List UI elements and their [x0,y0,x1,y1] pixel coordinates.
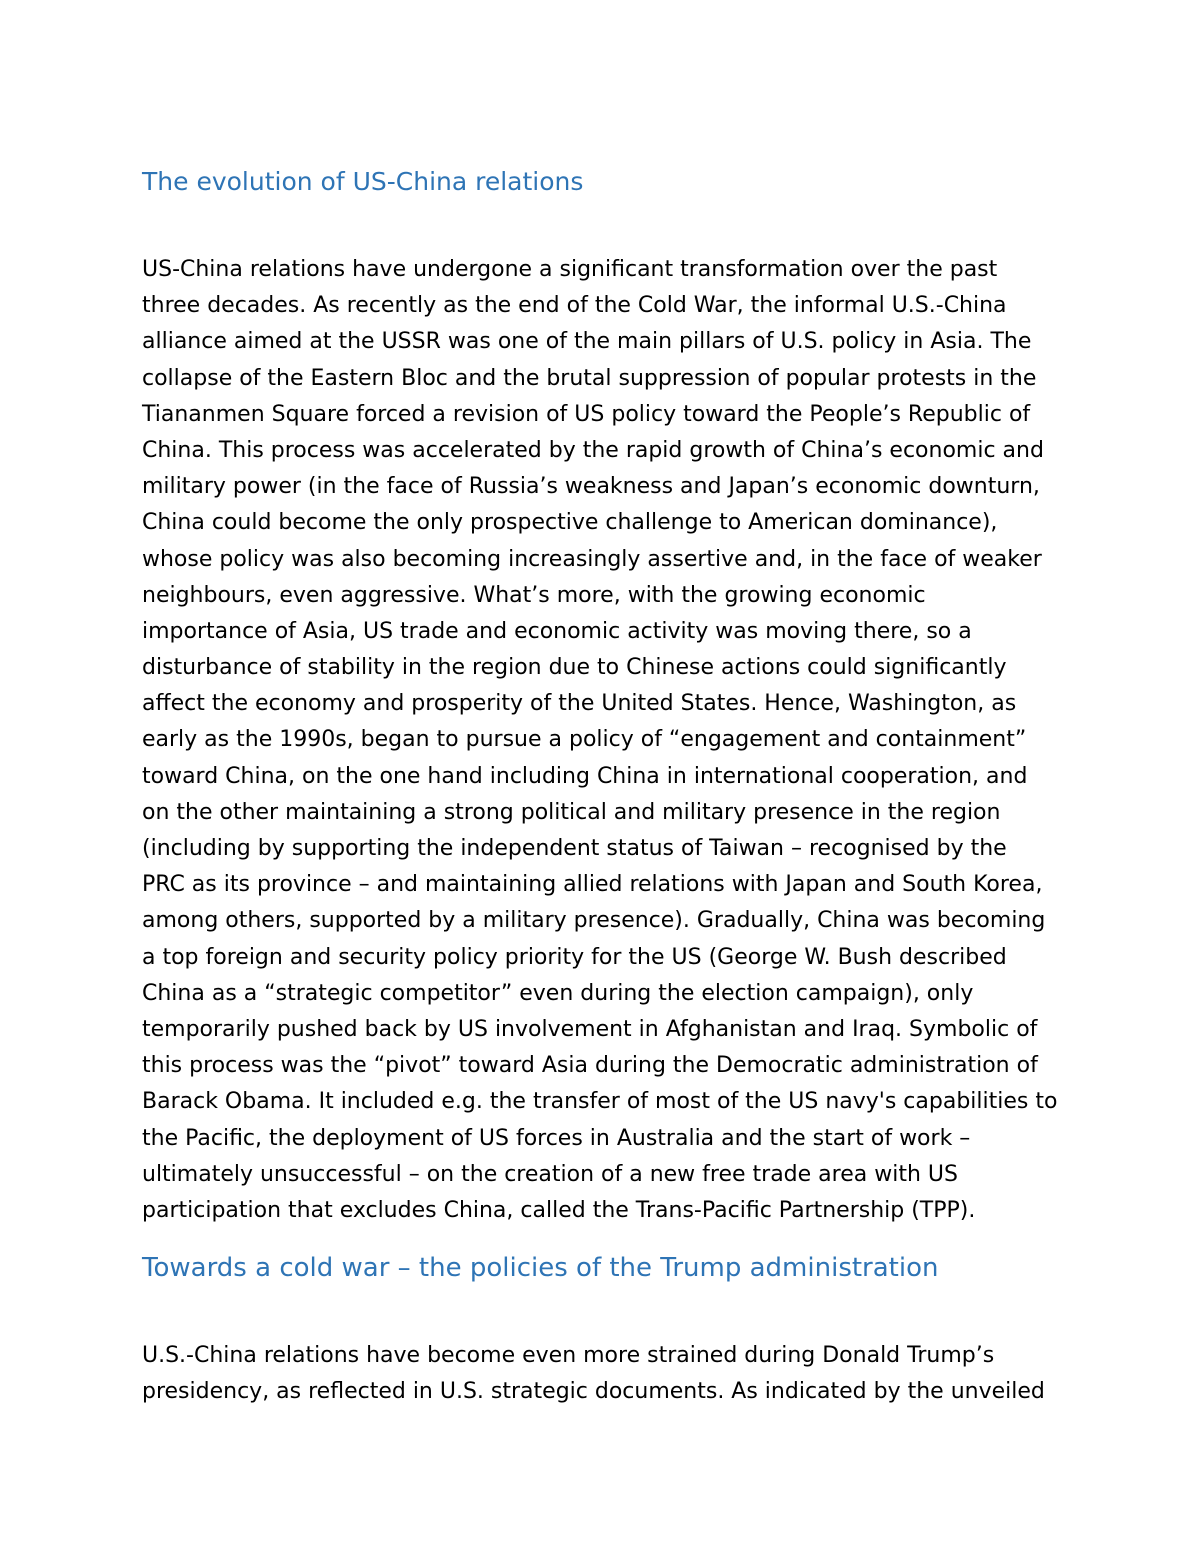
paragraph-line: disturbance of stability in the region due to Chinese actions could significantly [142,655,1007,681]
paragraph-line: early as the 1990s, began to pursue a policy of “engagement and containment” [142,727,1027,753]
paragraph-line: collapse of the Eastern Bloc and the brutal suppression of popular protests in the [142,365,1037,391]
paragraph-line: participation that excludes China, called the Trans-Pacific Partnership (TPP). [142,1197,976,1223]
paragraph-line: ultimately unsuccessful – on the creation of a new free trade area with US [142,1161,958,1187]
paragraph-line: a top foreign and security policy priority for the US (George W. Bush described [142,944,1007,970]
paragraph-line: China. This process was accelerated by the rapid growth of China’s economic and [142,437,1044,463]
paragraph-line: presidency, as reflected in U.S. strategic documents. As indicated by the unveiled [142,1379,1045,1405]
paragraph-line: among others, supported by a military presence). Gradually, China was becoming [142,908,1046,934]
paragraph-line: US-China relations have undergone a significant transformation over the past [142,257,998,282]
paragraph-line: alliance aimed at the USSR was one of the main pillars of U.S. policy in Asia. The [142,329,1032,355]
paragraph-line: toward China, on the one hand including China in international cooperation, and [142,763,1028,789]
paragraph-line: on the other maintaining a strong political and military presence in the region [142,799,1001,825]
paragraph-line: temporarily pushed back by US involvement in Afghanistan and Iraq. Symbolic of [142,1016,1038,1042]
paragraph-line: PRC as its province – and maintaining allied relations with Japan and South Korea, [142,872,1043,898]
paragraph-trump-administration [142,1338,1045,1410]
section-heading-trump-administration: Towards a cold war – the policies of the Trump administration [142,1253,939,1283]
paragraph-line: China as a “strategic competitor” even during the election campaign), only [142,980,974,1006]
paragraph-line: U.S.-China relations have become even more strained during Donald Trump’s [142,1343,995,1368]
paragraph-line: neighbours, even aggressive. What’s more, with the growing economic [142,582,926,608]
paragraph-line: China could become the only prospective challenge to American dominance), [142,510,998,536]
paragraph-line: (including by supporting the independent status of Taiwan – recognised by the [142,836,1007,861]
paragraph-line: importance of Asia, US trade and economic activity was moving there, so a [142,618,972,644]
paragraph-line: Tiananmen Square forced a revision of US policy toward the People’s Republic of [142,401,1031,427]
paragraph-us-china-evolution [142,252,1057,1229]
section-heading-us-china-evolution: The evolution of US-China relations [142,167,584,196]
paragraph-line: military power (in the face of Russia’s weakness and Japan’s economic downturn, [142,474,1040,500]
paragraph-line: this process was the “pivot” toward Asia during the Democratic administration of [142,1053,1038,1079]
paragraph-line: three decades. As recently as the end of the Cold War, the informal U.S.-China [142,293,1007,319]
paragraph-line: affect the economy and prosperity of the United States. Hence, Washington, as [142,691,1017,717]
paragraph-line: Barack Obama. It included e.g. the transfer of most of the US navy's capabilities to [142,1089,1058,1115]
paragraph-line: whose policy was also becoming increasingly assertive and, in the face of weaker [142,546,1042,572]
paragraph-line: the Pacific, the deployment of US forces in Australia and the start of work – [142,1125,971,1151]
